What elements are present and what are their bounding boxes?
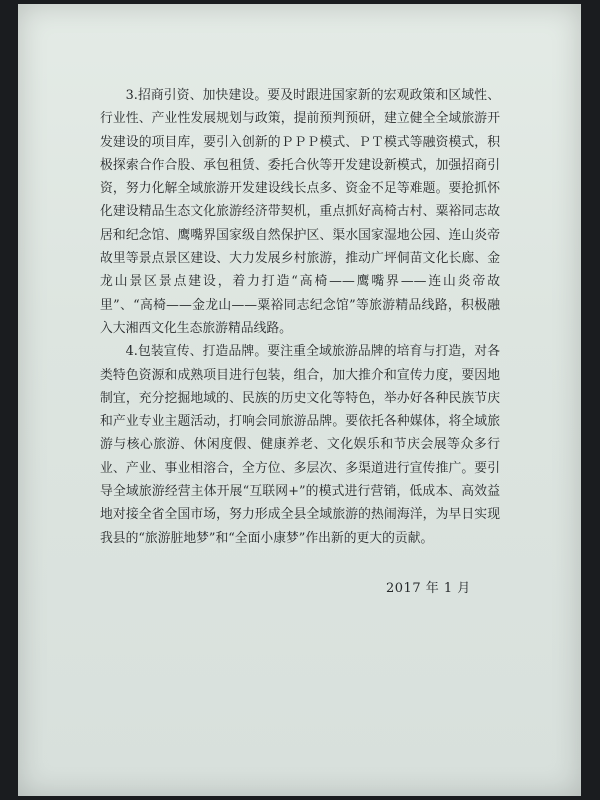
document-page: [18, 4, 581, 796]
document-body: [100, 84, 500, 550]
document-date: 2017 年 1 月: [386, 581, 471, 596]
paragraph-investment: 3.招商引资、加快建设。要及时跟进国家新的宏观政策和区域性、行业性、产业性发展规划与政策，提前预判预研，建立健全全域旅游开发建设的项目库，要引入创新的ＰＰＰ模式、ＰＴ模式等融资模式，积极探索合作合股、承包租赁、委托合伙等开发建设新模式，加强招商引资，努力化解全域旅游开发建设线长点多、资金不足等难题。要抢抓怀化建设精品生态文化旅游经济带契机，重点抓好高椅古村、粟裕同志故居和纪念馆、鹰嘴界国家级自然保护区、渠水国家湿地公园、连山炎帝故里等景点景区建设、大力发展乡村旅游，推动广坪侗苗文化长廊、金龙山景区景点建设，着力打造“高椅——鹰嘴界——连山炎帝故里”、“高椅——金龙山——粟裕同志纪念馆”等旅游精品线路，积极融入大湘西文化生态旅游精品线路。: [100, 88, 500, 336]
paragraph-branding: 4.包装宣传、打造品牌。要注重全域旅游品牌的培育与打造，对各类特色资源和成熟项目进行包装，组合，加大推介和宣传力度，要因地制宜，充分挖掘地域的、民族的历史文化等特色，举办好各种民族节庆和产业专业主题活动，打响会同旅游品牌。要依托各种媒体，将全域旅游与核心旅游、休闲度假、健康养老、文化娱乐和节庆会展等众多行业、产业、事业相溶合，全方位、多层次、多渠道进行宣传推广。要引导全域旅游经营主体开展“互联网+”的模式进行营销，低成本、高效益地对接全省全国市场，努力形成全县全域旅游的热闹海洋，为早日实现我县的“旅游脏地梦”和“全面小康梦”作出新的更大的贡献。: [100, 344, 500, 546]
